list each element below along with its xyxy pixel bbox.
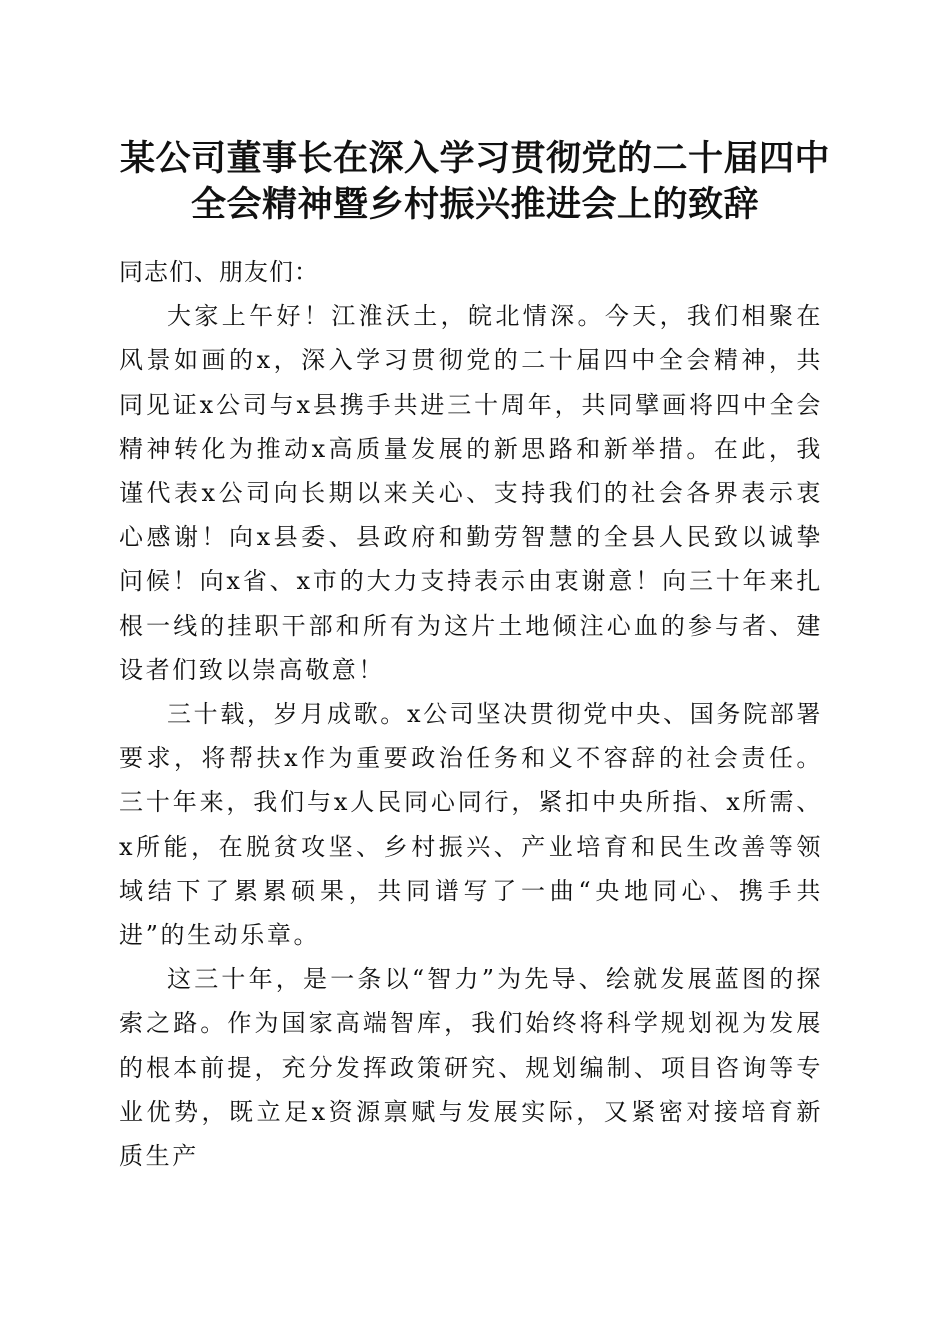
paragraph: 这三十年，是一条以“智力”为先导、绘就发展蓝图的探索之路。作为国家高端智库，我们始终将科学规划视为发展的根本前提，充分发挥政策研究、规划编制、项目咨询等专业优势，既立足x资源禀赋与发展实际，又紧密对接培育新质生产	[119, 965, 823, 1171]
document-body	[119, 250, 823, 1178]
title-line-2: 全会精神暨乡村振兴推进会上的致辞	[190, 184, 759, 225]
document-title	[100, 136, 850, 228]
paragraph: 三十载，岁月成歌。x公司坚决贯彻党中央、国务院部署要求，将帮扶x作为重要政治任务和义不容辞的社会责任。三十年来，我们与x人民同心同行，紧扣中央所指、x所需、x所能，在脱贫攻坚、乡村振兴、产业培育和民生改善等领域结下了累累硕果，共同谱写了一曲“央地同心、携手共进”的生动乐章。	[119, 700, 823, 950]
paragraph: 大家上午好！江淮沃土，皖北情深。今天，我们相聚在风景如画的x，深入学习贯彻党的二十届四中全会精神，共同见证x公司与x县携手共进三十周年，共同擘画将四中全会精神转化为推动x高质量发展的新思路和新举措。在此，我谨代表x公司向长期以来关心、支持我们的社会各界表示衷心感谢！向x县委、县政府和勤劳智慧的全县人民致以诚挚问候！向x省、x市的大力支持表示由衷谢意！向三十年来扎根一线的挂职干部和所有为这片土地倾注心血的参与者、建设者们致以崇高敬意！	[119, 302, 823, 684]
salutation: 同志们、朋友们：	[119, 258, 319, 286]
title-line-1: 某公司董事长在深入学习贯彻党的二十届四中	[119, 138, 830, 179]
